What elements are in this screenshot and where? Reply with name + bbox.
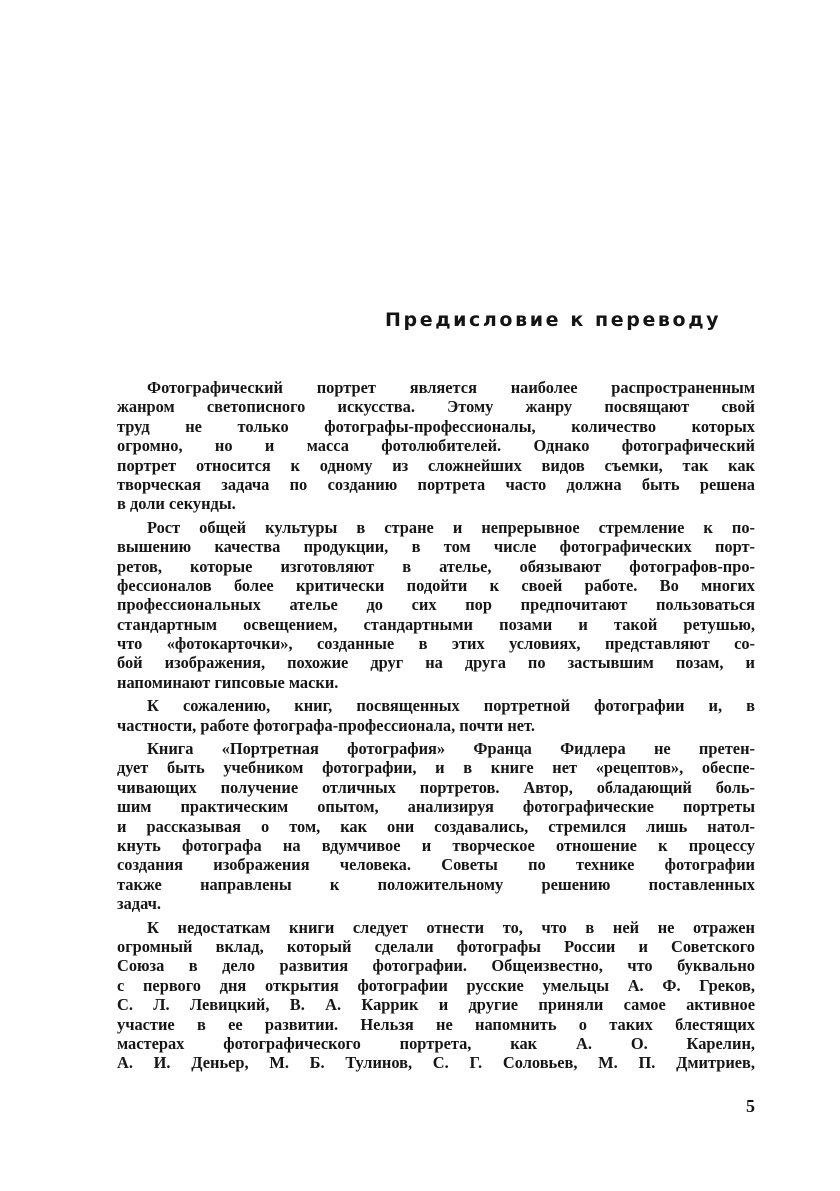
text-line: стандартным освещением, стандартными позами и такой ретушью, [117,614,755,634]
text-line: и рассказывая о том, как они создавались, стремился лишь натол- [117,816,755,836]
page-title: Предисловие к переводу [385,309,722,331]
text-line: дует быть учебником фотографии, и в книге нет «рецептов», обеспе- [117,758,755,778]
text-line: чивающих получение отличных портретов. Автор, обладающий боль- [117,777,755,797]
text-line: труд не только фотографы-профессионалы, количество которых [117,416,755,436]
text-line: творческая задача по созданию портрета часто должна быть решена [117,474,755,494]
body-text [117,378,755,1077]
text-line: что «фотокарточки», созданные в этих условиях, представляют со- [117,634,755,654]
text-line: мастерах фотографического портрета, как А. О. Карелин, [117,1033,755,1053]
text-line: бой изображения, похожие друг на друга по застывшим позам, и [117,653,755,673]
text-line: шим практическим опытом, анализируя фотографические портреты [117,797,755,817]
text-line: вышению качества продукции, в том числе фотографических порт- [117,537,755,557]
text-line: К сожалению, книг, посвященных портретной фотографии и, в [147,696,755,716]
text-line: А. И. Деньер, М. Б. Тулинов, С. Г. Соловьев, М. П. Дмитриев, [117,1053,755,1073]
text-line: напоминают гипсовые маски. [117,672,339,692]
text-line: задач. [117,894,161,914]
text-line: в доли секунды. [117,494,236,514]
text-line: Рост общей культуры в стране и непрерывное стремление к по- [147,517,755,537]
page-number: 5 [746,1096,755,1116]
text-line: С. Л. Левицкий, В. А. Каррик и другие приняли самое активное [117,995,755,1015]
text-line: К недостаткам книги следует отнести то, что в ней не отражен [147,917,755,937]
paragraph [117,378,755,514]
paragraph [117,739,755,914]
paragraph [117,518,755,693]
text-line: частности, работе фотографа-профессионала, почти нет. [117,715,535,735]
text-line: создания изображения человека. Советы по технике фотографии [117,855,755,875]
text-line: огромный вклад, который сделали фотографы России и Советского [117,936,755,956]
text-line: кнуть фотографа на вдумчивое и творческое отношение к процессу [117,835,755,855]
text-line: также направлены к положительному решению поставленных [117,874,755,894]
text-line: профессиональных ателье до сих пор предпочитают пользоваться [117,595,755,615]
text-line: портрет относится к одному из сложнейших видов съемки, так как [117,455,755,475]
text-line: с первого дня открытия фотографии русские умельцы А. Ф. Греков, [117,975,755,995]
paragraph [117,918,755,1073]
text-line: жанром светописного искусства. Этому жанру посвящают свой [117,397,755,417]
text-line: участие в ее развитии. Нельзя не напомнить о таких блестящих [117,1014,755,1034]
text-line: Фотографический портрет является наиболее распространенным [147,378,755,397]
text-line: огромно, но и масса фотолюбителей. Однако фотографический [117,436,755,456]
paragraph [117,696,755,735]
text-line: ретов, которые изготовляют в ателье, обязывают фотографов-про- [117,556,755,576]
text-line: фессионалов более критически подойти к своей работе. Во многих [117,575,755,595]
text-line: Книга «Портретная фотография» Франца Фидлера не претен- [147,739,755,759]
text-line: Союза в дело развития фотографии. Общеизвестно, что буквально [117,956,755,976]
